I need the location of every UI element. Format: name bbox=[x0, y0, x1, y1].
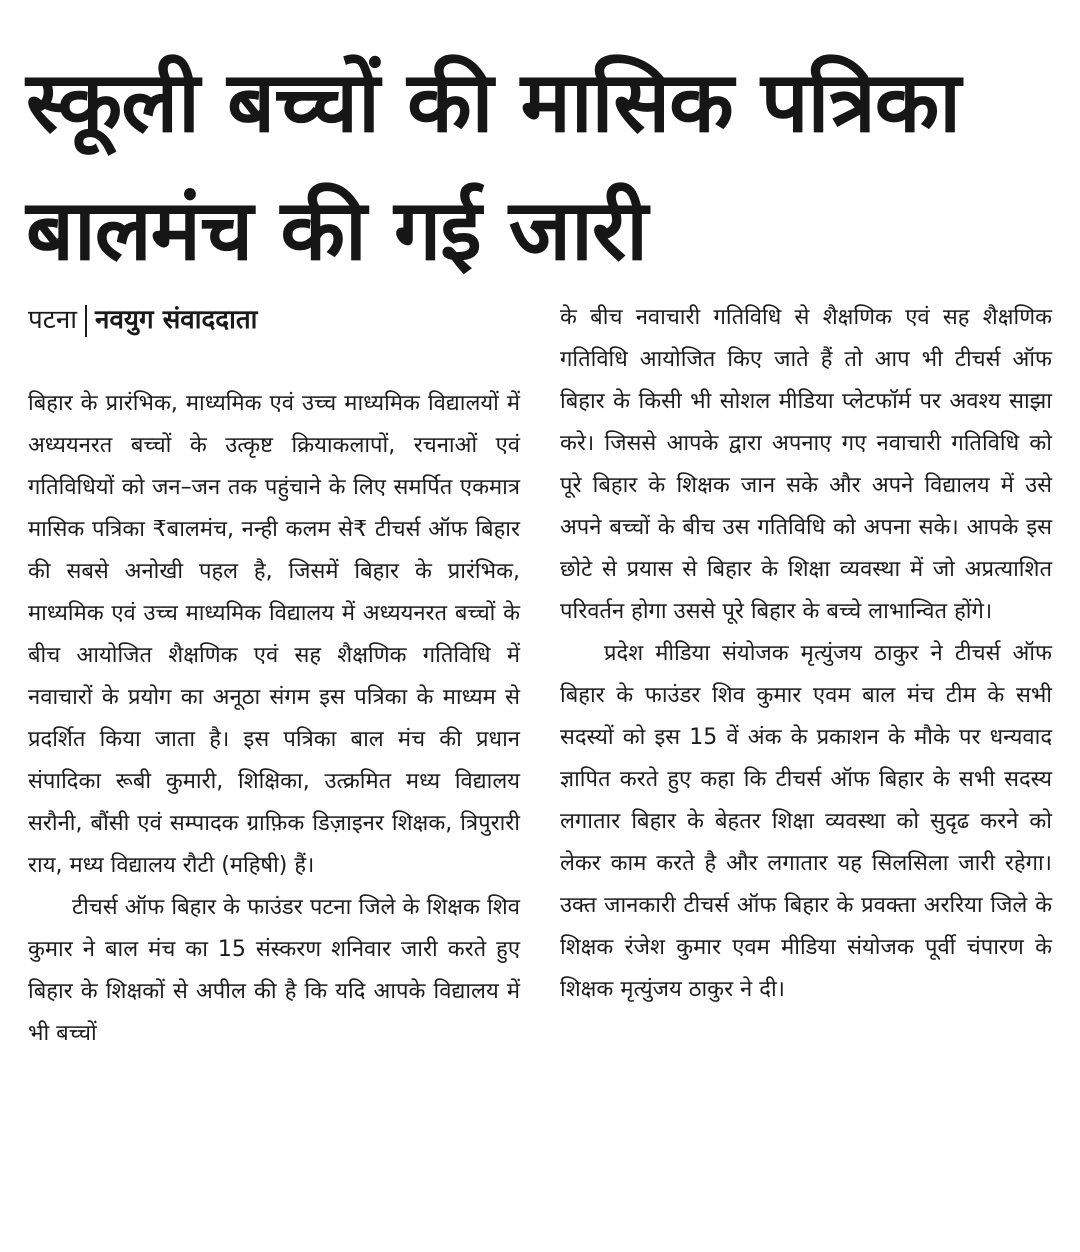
right-paragraph-2: प्रदेश मीडिया संयोजक मृत्युंजय ठाकुर ने टीचर्स ऑफ बिहार के फाउंडर शिव कुमार एवम बाल मंच टीम के सभी सदस्यों को इस 15 वें अंक के प्रकाशन के मौके पर धन्यवाद ज्ञापित करते हुए कहा कि टीचर्स ऑफ बिहार के सभी सदस्य लगातार बिहार के बेहतर शिक्षा व्यवस्था को सुदृढ करने को लेकर काम करते है और लगातार यह सिलसिला जारी रहेगा। उक्त जानकारी टीचर्स ऑफ बिहार के प्रवक्ता अररिया जिले के शिक्षक रंजेश कुमार एवम मीडिया संयोजक पूर्वी चंपारण के शिक्षक मृत्युंजय ठाकुर ने दी। bbox=[560, 641, 1052, 1002]
dateline-city: पटना bbox=[28, 305, 78, 335]
byline-separator bbox=[85, 305, 87, 337]
reporter-name: नवयुग संवाददाता bbox=[95, 305, 258, 335]
article-column-left bbox=[28, 383, 520, 1055]
headline-line-2: बालमंच की गई जारी bbox=[26, 181, 647, 279]
headline-line-1: स्कूली बच्चों की मासिक पत्रिका bbox=[26, 53, 961, 151]
headline bbox=[26, 38, 1056, 294]
left-paragraph-2: टीचर्स ऑफ बिहार के फाउंडर पटना जिले के शिक्षक शिव कुमार ने बाल मंच का 15 संस्करण शनिवार जारी करते हुए बिहार के शिक्षकों से अपील की है कि यदि आपके विद्यालय में भी बच्चों bbox=[28, 895, 520, 1046]
right-paragraph-1: के बीच नवाचारी गतिविधि से शैक्षणिक एवं सह शैक्षणिक गतिविधि आयोजित किए जाते हैं तो आप भी टीचर्स ऑफ बिहार के किसी भी सोशल मीडिया प्लेटफॉर्म पर अवश्य साझा करे। जिससे आपके द्वारा अपनाए गए नवाचारी गतिविधि को पूरे बिहार के शिक्षक जान सके और अपने विद्यालय में उसे अपने बच्चों के बीच उस गतिविधि को अपना सके। आपके इस छोटे से प्रयास से बिहार के शिक्षा व्यवस्था में जो अप्रत्याशित परिवर्तन होगा उससे पूरे बिहार के बच्चे लाभान्वित होंगे। bbox=[560, 305, 1052, 624]
article-column-right bbox=[560, 297, 1052, 1011]
column-gutter bbox=[540, 290, 541, 1220]
byline bbox=[28, 300, 257, 340]
left-paragraph-1: बिहार के प्रारंभिक, माध्यमिक एवं उच्च माध्यमिक विद्यालयों में अध्ययनरत बच्चों के उत्कृष्ट क्रियाकलापों, रचनाओं एवं गतिविधियों को जन–जन तक पहुंचाने के लिए समर्पित एकमात्र मासिक पत्रिका ₹बालमंच, नन्ही कलम से₹ टीचर्स ऑफ बिहार की सबसे अनोखी पहल है, जिसमें बिहार के प्रारंभिक, माध्यमिक एवं उच्च माध्यमिक विद्यालय में अध्ययनरत बच्चों के बीच आयोजित शैक्षणिक एवं सह शैक्षणिक गतिविधि में नवाचारों के प्रयोग का अनूठा संगम इस पत्रिका के माध्यम से प्रदर्शित किया जाता है। इस पत्रिका बाल मंच की प्रधान संपादिका रूबी कुमारी, शिक्षिका, उत्क्रमित मध्य विद्यालय सरौनी, बौंसी एवं सम्पादक ग्राफ़िक डिज़ाइनर शिक्षक, त्रिपुरारी राय, मध्य विद्यालय रौटी (महिषी) हैं। bbox=[28, 391, 520, 878]
